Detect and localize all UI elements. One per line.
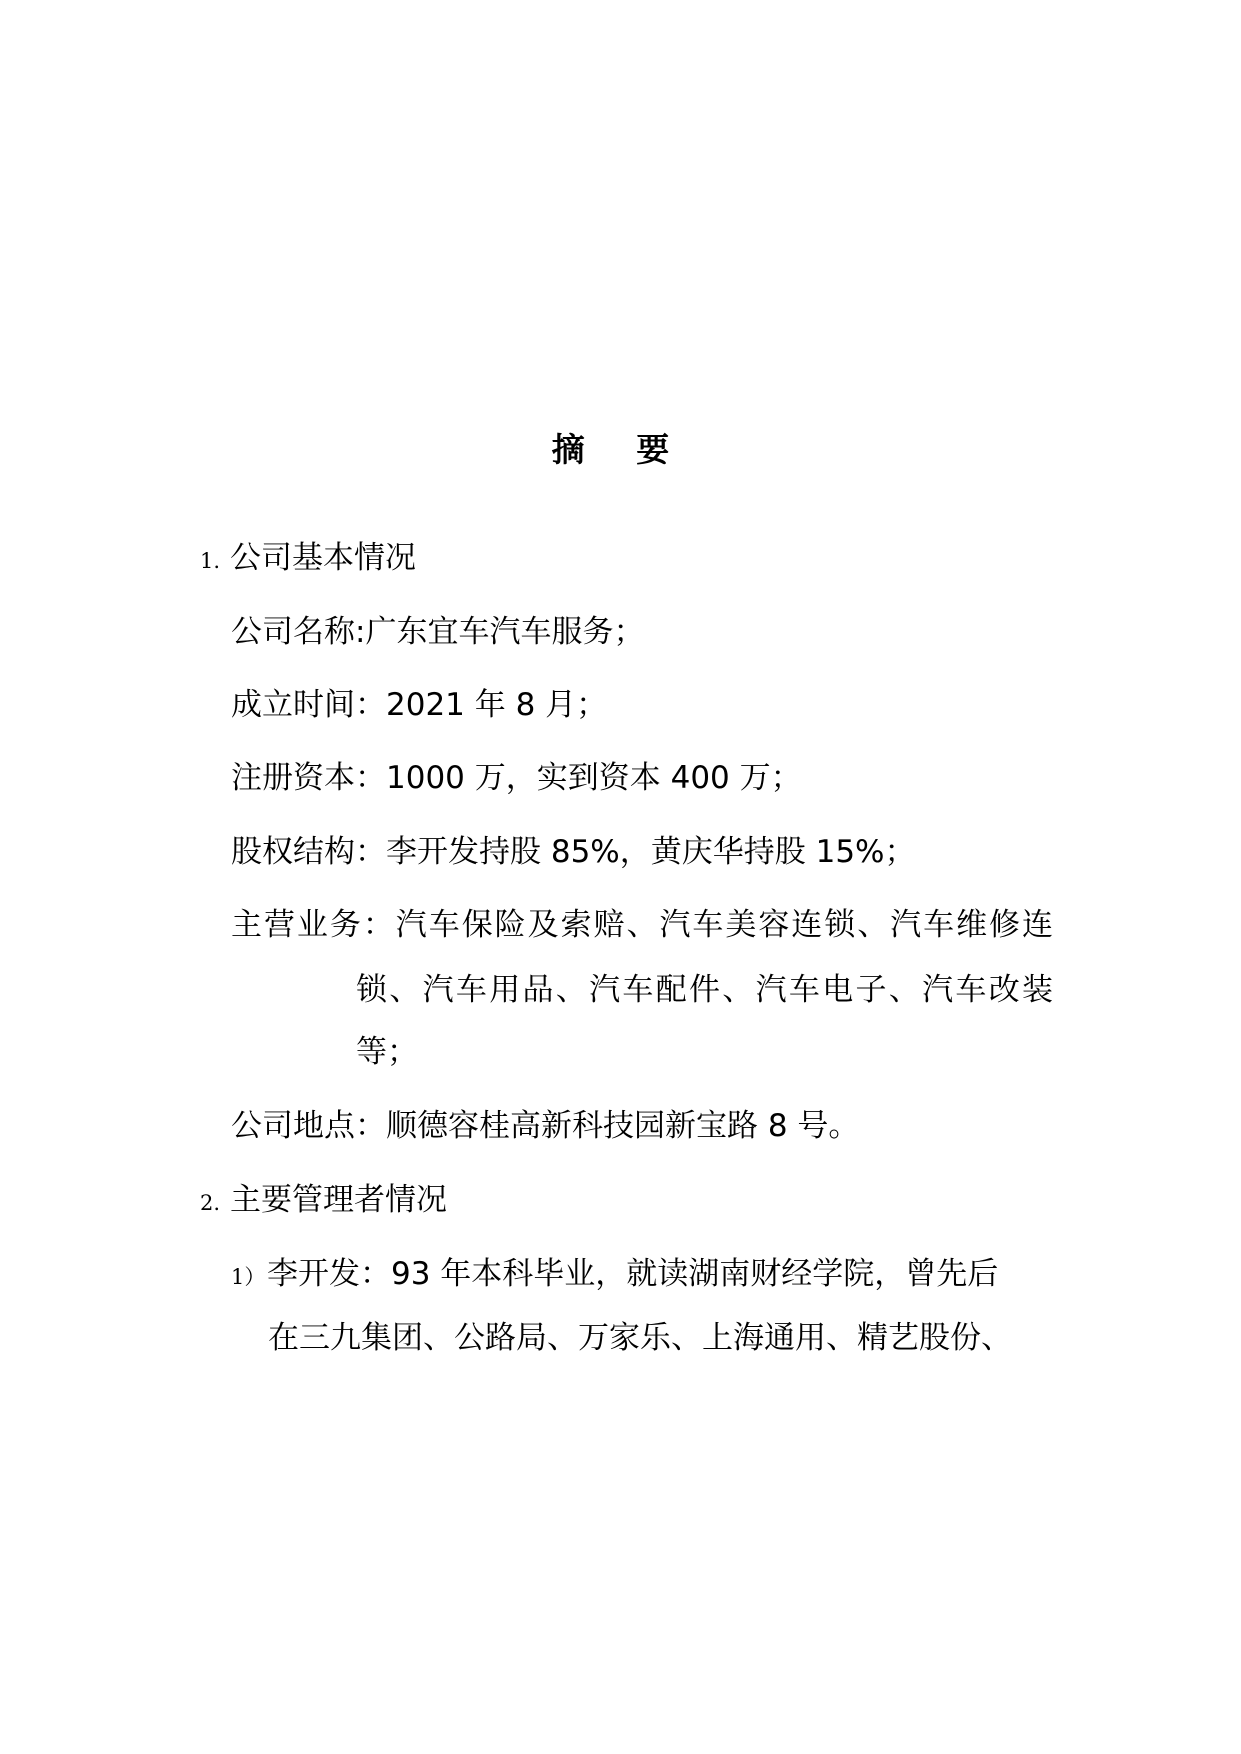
section-heading-company-info bbox=[200, 538, 416, 581]
manager-bio-continuation: 在三九集团、公路局、万家乐、上海通用、精艺股份、 bbox=[268, 1320, 1012, 1356]
company-location-line: 公司地点：顺德容桂高新科技园新宝路 8 号。 bbox=[231, 1108, 860, 1144]
bio-number: 1） bbox=[231, 1265, 266, 1289]
section-heading-text: 主要管理者情况 bbox=[230, 1182, 447, 1218]
main-business-continuation-end: 等； bbox=[356, 1034, 418, 1070]
section-number: 1. bbox=[200, 549, 221, 573]
main-business-line: 主营业务：汽车保险及索赔、汽车美容连锁、汽车维修连 bbox=[231, 907, 1053, 943]
equity-structure-line: 股权结构：李开发持股 85%，黄庆华持股 15%； bbox=[231, 834, 916, 870]
section-heading-management bbox=[200, 1180, 447, 1223]
section-number: 2. bbox=[200, 1191, 221, 1215]
manager-bio-line bbox=[231, 1254, 998, 1297]
bio-text: 李开发：93 年本科毕业，就读湖南财经学院，曾先后 bbox=[267, 1256, 999, 1292]
company-name-line: 公司名称:广东宜车汽车服务； bbox=[231, 614, 645, 650]
registered-capital-line: 注册资本：1000 万，实到资本 400 万； bbox=[231, 760, 802, 796]
main-business-continuation: 锁、汽车用品、汽车配件、汽车电子、汽车改装 bbox=[356, 972, 1053, 1008]
founded-date-line: 成立时间：2021 年 8 月； bbox=[231, 687, 608, 723]
section-heading-text: 公司基本情况 bbox=[230, 540, 416, 576]
page-title: 摘 要 bbox=[551, 430, 690, 469]
